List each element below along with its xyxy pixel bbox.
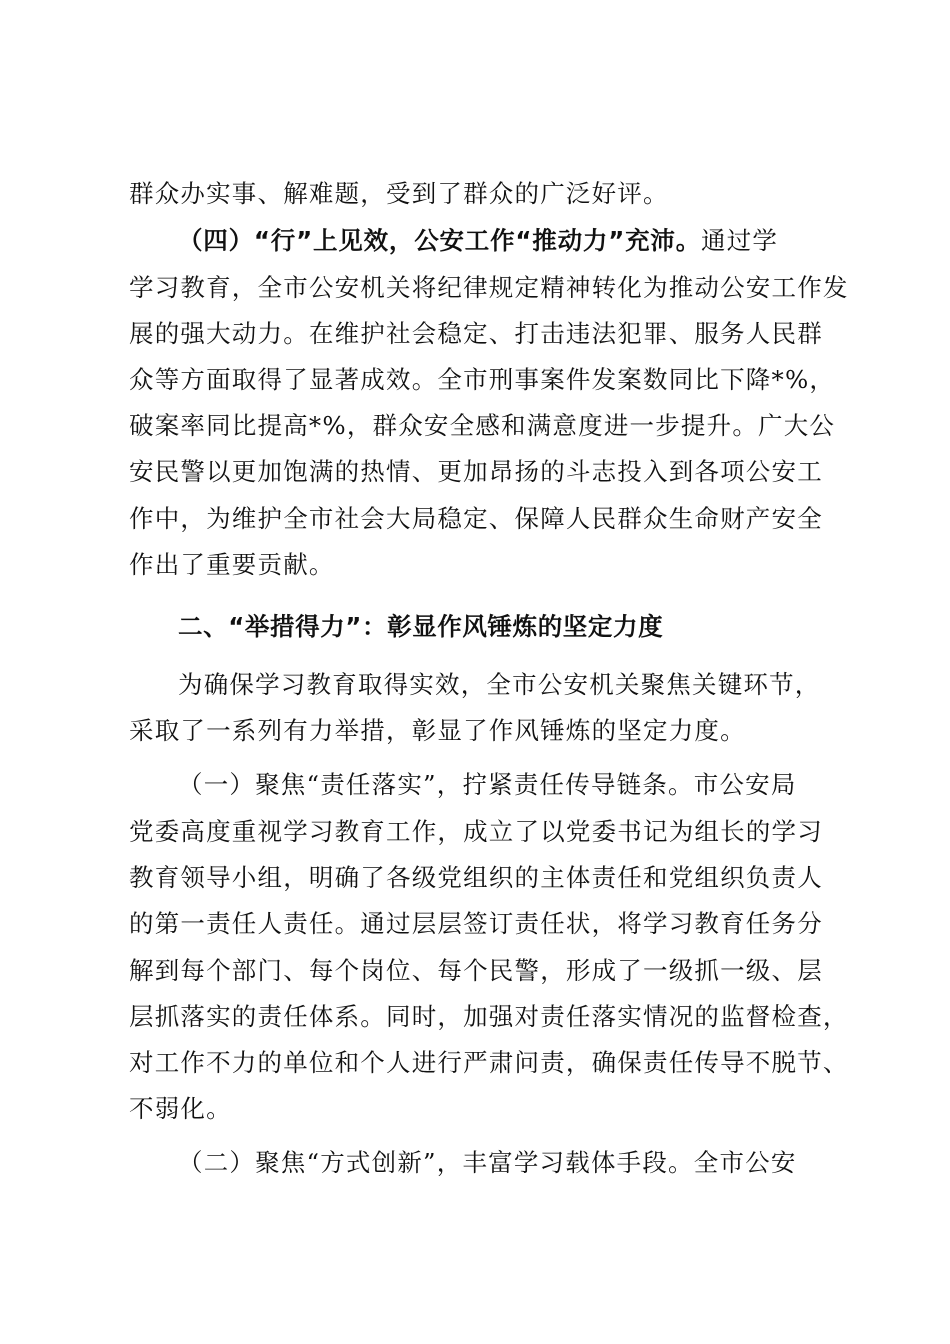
paragraph-four-lead: （四）“行”上见效，公安工作“推动力”充沛。	[178, 226, 702, 255]
body-line: 安民警以更加饱满的热情、更加昂扬的斗志投入到各项公安工	[129, 457, 823, 486]
paragraph-two-lead: （二）聚焦“方式创新”，丰富学习载体手段。	[178, 1148, 694, 1177]
body-line: 党委高度重视学习教育工作，成立了以党委书记为组长的学习	[129, 817, 823, 846]
section-two-intro: 为确保学习教育取得实效，全市公安机关聚焦关键环节，	[178, 670, 821, 699]
body-line: 破案率同比提高*%，群众安全感和满意度进一步提升。广大公	[129, 411, 836, 440]
body-line: 作中，为维护全市社会大局稳定、保障人民群众生命财产安全	[129, 504, 823, 533]
body-line: 教育领导小组，明确了各级党组织的主体责任和党组织负责人	[129, 863, 823, 892]
paragraph-two-text: 全市公安	[693, 1148, 797, 1177]
body-line: 不弱化。	[129, 1094, 232, 1123]
body-line: 展的强大动力。在维护社会稳定、打击违法犯罪、服务人民群	[129, 319, 823, 348]
paragraph-four-first-line	[178, 225, 778, 257]
body-line: 层抓落实的责任体系。同时，加强对责任落实情况的监督检查，	[129, 1002, 849, 1031]
paragraph-one-text: 市公安局	[693, 770, 797, 799]
body-line: 对工作不力的单位和个人进行严肃问责，确保责任传导不脱节、	[129, 1048, 849, 1077]
paragraph-two-first-line	[178, 1147, 797, 1179]
body-line: 众等方面取得了显著成效。全市刑事案件发案数同比下降*%，	[129, 365, 836, 394]
body-line: 采取了一系列有力举措，彰显了作风锤炼的坚定力度。	[129, 716, 746, 745]
paragraph-one-lead: （一）聚焦“责任落实”，拧紧责任传导链条。	[178, 770, 694, 799]
paragraph-four-text: 通过学	[701, 226, 779, 255]
body-line: 学习教育，全市公安机关将纪律规定精神转化为推动公安工作发	[129, 273, 849, 302]
paragraph-one-first-line	[178, 769, 797, 801]
section-two-heading: 二、“举措得力”：彰显作风锤炼的坚定力度	[178, 612, 664, 641]
body-line: 作出了重要贡献。	[129, 550, 335, 579]
body-line: 的第一责任人责任。通过层层签订责任状，将学习教育任务分	[129, 909, 823, 938]
body-line: 群众办实事、解难题，受到了群众的广泛好评。	[129, 179, 669, 208]
body-line: 解到每个部门、每个岗位、每个民警，形成了一级抓一级、层	[129, 956, 823, 985]
